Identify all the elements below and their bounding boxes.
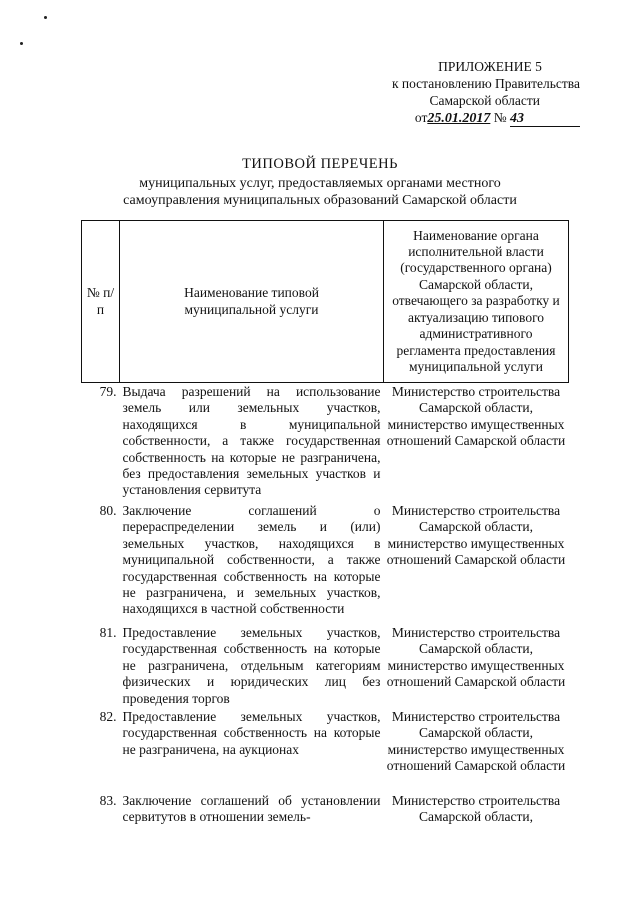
document-title: ТИПОВОЙ ПЕРЕЧЕНЬ [242,156,398,172]
service-name: Предоставление земельных участков, государственная собственность на которые не разграничена, на аукционах [122,709,381,757]
responsible-organ: Министерство строительства Самарской области, министерство имущественных отношений Самарской области [386,709,566,774]
appendix-line: к постановлению Правительства [391,76,580,91]
table-row [82,793,569,853]
header-num: № п/п [82,221,120,383]
responsible-organ: Министерство строительства Самарской области, министерство имущественных отношений Самарской области [386,384,566,449]
table-header-row [82,221,569,383]
scan-speck [20,42,23,45]
order-date: 25.01.2017 [427,111,491,126]
row-number: 81. [99,625,117,640]
scan-speck [44,16,47,19]
table-row [82,625,569,709]
appendix-block [340,58,580,127]
document-subtitle-line: самоуправления муниципальных образований Самарской области [123,193,517,208]
number-label: № [493,110,507,125]
appendix-line: Самарской области [429,93,540,108]
service-name: Предоставление земельных участков, государственная собственность на которые не разграничена, отдельным категориям физических и юридических лиц без проведения торгов [122,625,381,706]
service-name: Заключение соглашений об установлении сервитутов в отношении земель- [122,793,381,825]
header-organ: Наименование органа исполнительной власти (государственного органа) Самарской области, отвечающего за разработку и актуализацию типового административного регламента предоставления муниципальной услуги [384,221,569,383]
row-number: 82. [99,709,117,724]
from-label: от [414,110,428,125]
row-number: 80. [99,503,117,518]
header-service: Наименование типовой муниципальной услуги [120,221,384,383]
service-name: Заключение соглашений о перераспределении земель и (или) земельных участков, находящихся в муниципальной собственности, а также государственная собственность на которые не разграничена, и земельных участков, находящихся в частной собственности [122,503,381,617]
order-line [340,109,580,127]
document-subtitle-line: муниципальных услуг, предоставляемых органами местного [139,176,501,191]
appendix-title: ПРИЛОЖЕНИЕ 5 [438,59,542,74]
responsible-organ: Министерство строительства Самарской области, министерство имущественных отношений Самарской области [386,625,566,690]
service-name: Выдача разрешений на использование земель или земельных участков, находящихся в муниципальной собственности, а также государственная собственность на которые не разграничена, без предоставления земельных участков и установления сервитута [122,384,381,498]
row-number: 83. [99,793,117,808]
table-row [82,383,569,504]
responsible-organ: Министерство строительства Самарской области, министерство имущественных отношений Самарской области [386,503,566,568]
row-number: 79. [99,384,117,399]
order-number: 43 [510,111,524,126]
services-table [81,220,569,853]
table-row [82,709,569,793]
responsible-organ: Министерство строительства Самарской области, [391,793,561,825]
table-row [82,503,569,625]
document-heading [90,156,550,209]
